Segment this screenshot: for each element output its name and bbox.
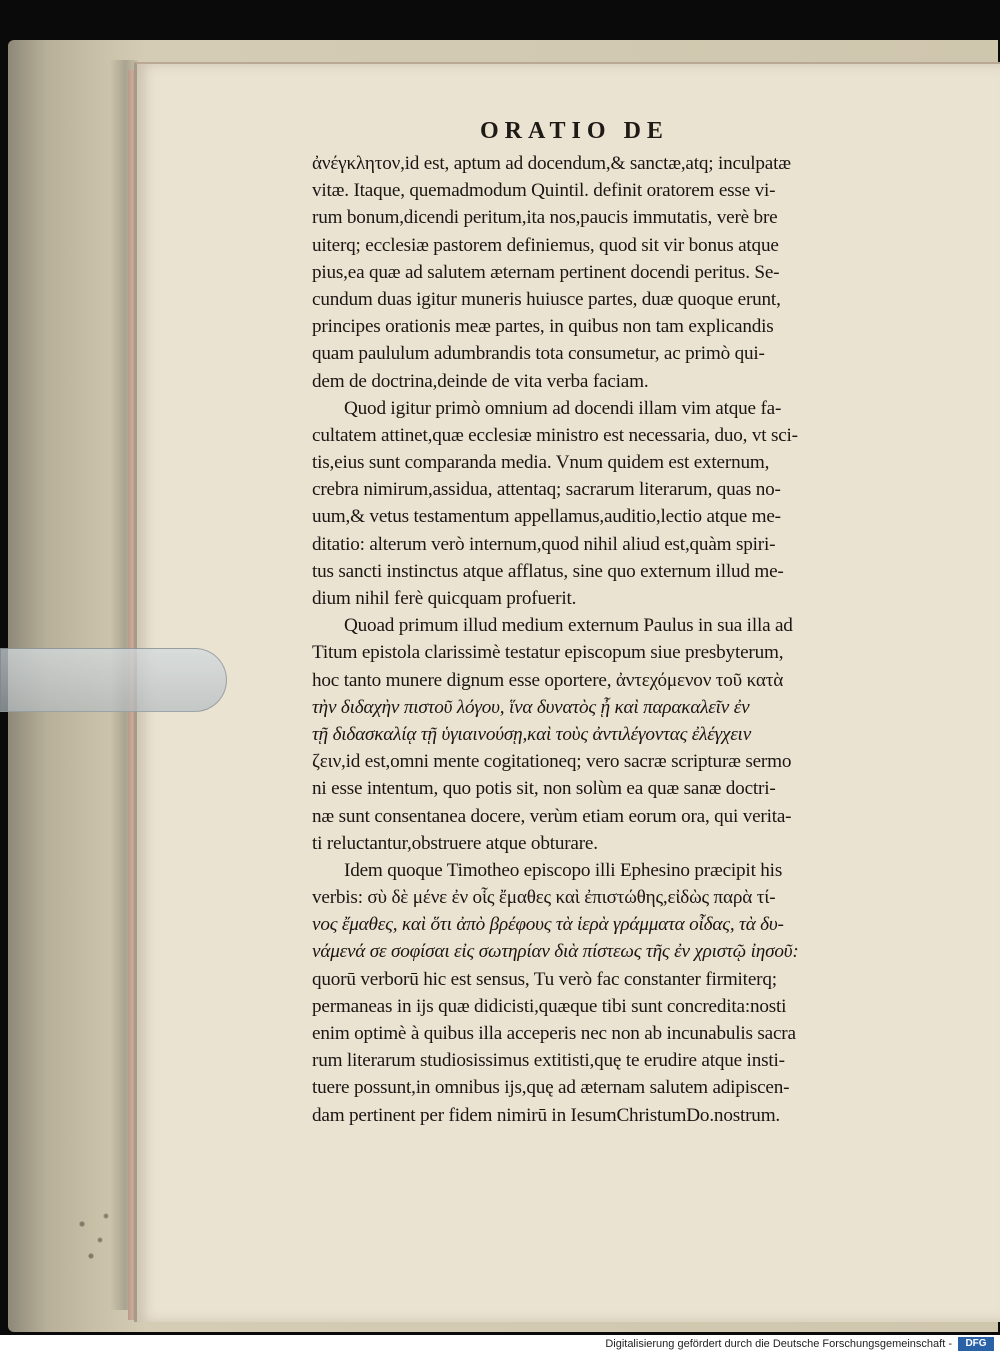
text-line: crebra nimirum,assidua, attentaq; sacrarum literarum, quas no- (312, 479, 781, 501)
text-line: permaneas in ijs quæ didicisti,quæque tibi sunt concredita:nosti (312, 995, 787, 1017)
text-line: enim optimè à quibus illa acceperis nec non ab incunabulis sacra (312, 1023, 796, 1044)
text-line: ἀνέγκλητον,id est, aptum ad docendum,& sanctæ,atq; inculpatæ (312, 153, 791, 174)
running-head: ORATIO DE (480, 118, 669, 144)
body-text (312, 150, 912, 1129)
text-line: cultatem attinet,quæ ecclesiæ ministro est necessaria, duo, vt sci- (312, 424, 798, 446)
foxing-stains (70, 1200, 130, 1280)
text-line: verbis: σὺ δὲ μένε ἐν οἷς ἔμαθες καὶ ἐπιστώθης,εἰδὼς παρὰ τί- (312, 887, 776, 909)
text-line: tis,eius sunt comparanda media. Vnum quidem est externum, (312, 452, 770, 474)
footer-credit: Digitalisierung gefördert durch die Deutsche Forschungsgemeinschaft - (605, 1338, 952, 1350)
text-line: ni esse intentum, quo potis sit, non solùm ea quæ sanæ doctri- (312, 778, 776, 800)
text-line: tus sancti instinctus atque afflatus, sine quo externum illud me- (312, 560, 784, 582)
text-line: næ sunt consentanea docere, verùm etiam eorum ora, qui verita- (312, 805, 792, 827)
text-line: quam paululum adumbrandis tota consumetur, ac primò qui- (312, 343, 765, 365)
text-line-greek: νάμενά σε σοφίσαι εἰς σωτηρίαν διὰ πίστεως τῆς ἐν χριστῷ ἰησοῦ: (312, 941, 799, 963)
text-line-greek: νος ἔμαθες, καὶ ὅτι ἀπὸ βρέφους τὰ ἱερὰ γράμματα οἶδας, τὰ δυ- (312, 914, 784, 936)
text-line: ti reluctantur,obstruere atque obturare. (312, 832, 598, 854)
text-line-greek: τὴν διδαχὴν πιστοῦ λόγου, ἵνα δυνατὸς ᾖ καὶ παρακαλεῖν ἐν (312, 696, 750, 718)
text-line: uum,& vetus testamentum appellamus,auditio,lectio atque me- (312, 506, 781, 528)
text-line: uiterq; ecclesiæ pastorem definiemus, quod sit vir bonus atque (312, 234, 779, 256)
text-line: rum bonum,dicendi peritum,ita nos,paucis immutatis, verè bre (312, 207, 778, 229)
text-line: vitæ. Itaque, quemadmodum Quintil. definit oratorem esse vi- (312, 180, 776, 202)
text-line-greek: τῇ διδασκαλίᾳ τῇ ὑγιαινούσῃ,καὶ τοὺς ἀντιλέγοντας ἐλέγχειν (312, 723, 752, 745)
text-line: Quod igitur primò omnium ad docendi illam vim atque fa- (344, 397, 782, 419)
text-line: principes orationis meæ partes, in quibus non tam explicandis (312, 316, 774, 338)
text-line: dam pertinent per fidem nimirū in IesumChristumDo.nostrum. (312, 1104, 781, 1126)
digitization-footer (0, 1335, 1000, 1354)
text-line: tuere possunt,in omnibus ijs,quę ad æternam salutem adipiscen- (312, 1077, 790, 1099)
plastic-page-clip (0, 648, 227, 712)
text-line: dium nihil ferè quicquam profuerit. (312, 588, 577, 609)
text-line: Idem quoque Timotheo episcopo illi Ephesino præcipit his (344, 859, 783, 881)
text-line: ditatio: alterum verò internum,quod nihil aliud est,quàm spiri- (312, 533, 776, 555)
text-line: Quoad primum illud medium externum Paulus in sua illa ad (344, 615, 793, 637)
text-line: hoc tanto munere dignum esse oportere, ἀντεχόμενον τοῦ κατὰ (312, 669, 784, 691)
text-line: rum literarum studiosissimus extitisti,quę te erudire atque insti- (312, 1050, 785, 1072)
text-line: Titum epistola clarissimè testatur episcopum siue presbyterum, (312, 642, 784, 664)
text-line: cundum duas igitur muneris huiusce partes, duæ quoque erunt, (312, 288, 781, 310)
dfg-logo: DFG (958, 1337, 994, 1351)
text-line: dem de doctrina,deinde de vita verba faciam. (312, 370, 649, 392)
text-line: pius,ea quæ ad salutem æternam pertinent docendi peritus. Se- (312, 261, 780, 283)
text-line: ζειν,id est,omni mente cogitationeq; vero sacræ scripturæ sermo (312, 751, 792, 773)
text-line: quorū verborū hic est sensus, Tu verò fac constanter firmiterq; (312, 968, 777, 990)
